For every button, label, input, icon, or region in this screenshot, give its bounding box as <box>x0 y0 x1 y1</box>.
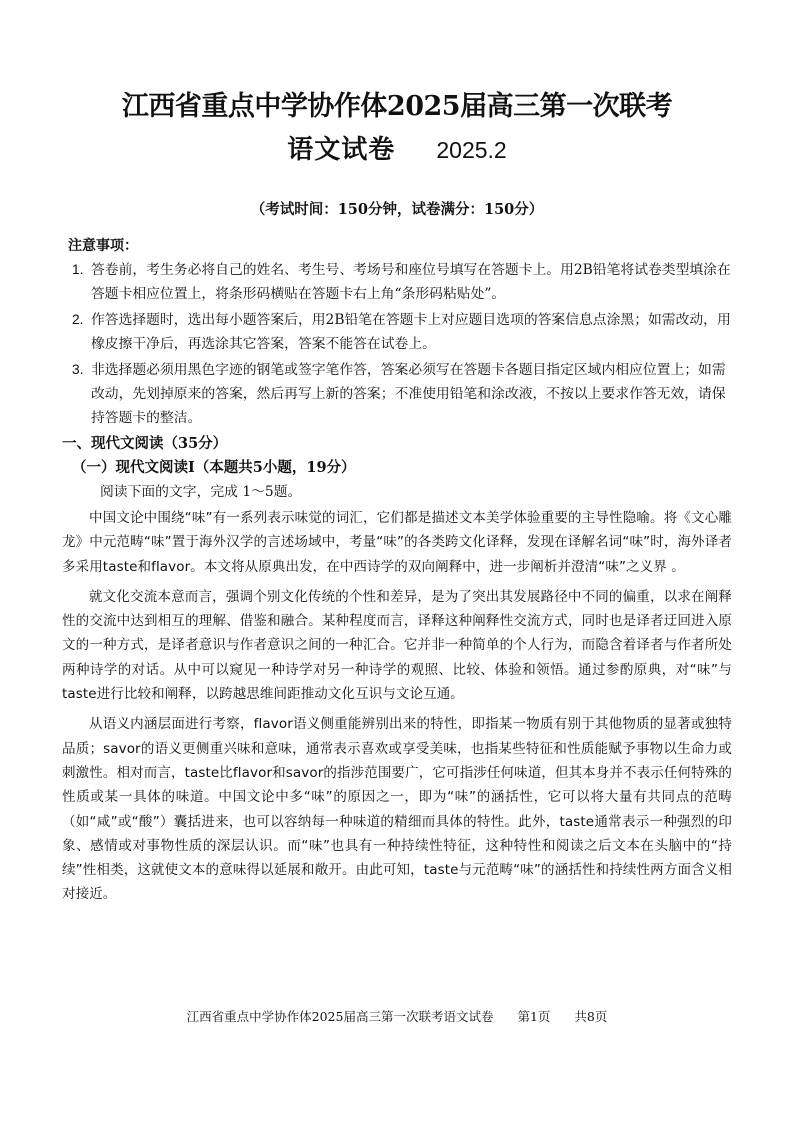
footer-doc-name: 江西省重点中学协作体2025届高三第一次联考语文试卷 <box>186 1009 494 1024</box>
notice-item <box>62 308 732 356</box>
exam-title: 江西省重点中学协作体2025届高三第一次联考 <box>121 91 673 122</box>
reading-instruction: 阅读下面的文字，完成 1～5题。 <box>100 484 302 500</box>
notice-item <box>62 258 732 306</box>
notice-number: 2. <box>72 312 84 327</box>
section-heading: 一、现代文阅读（35分） <box>62 435 228 452</box>
passage-paragraph: 中国文论中围绕“味”有一系列表示味觉的词汇，它们都是描述文本美学体验重要的主导性隐喻。将《文心雕龙》中元范畴“味”置于海外汉学的言述场域中，考量“味”的各类跨文化译释，发现在译解名词“味”时，海外译者多采用taste和flavor。本文将从原典出发，在中西诗学的双向阐释中，进一步阐析并澄清“味”之义界 。 <box>62 510 732 575</box>
passage-paragraph: 从语义内涵层面进行考察，flavor语义侧重能辨别出来的特性，即指某一物质有别于其他物质的显著或独特品质；savor的语义更侧重兴味和意味，通常表示喜欢或享受美味，也指某些特征和性质能赋予事物以生命力或刺激性。相对而言，taste比flavor和savor的指涉范围要广，它可指涉任何味道，但其本身并不表示任何特殊的性质或某一具体的味道。中国文论中多“味”的原因之一，即为“味”的涵括性，它可以将大量有共同点的范畴（如“咸”或“酸”）囊括进来，也可以容纳每一种味道的精细而具体的特性。此外，taste通常表示一种强烈的印象、感情或对事物性质的深层认识。而“味”也具有一种持续性特征，这种特性和阅读之后文本在头脑中的“持续”性相类，这就使文本的意味得以延展和敞开。由此可知，taste与元范畴“味”的涵括性和持续性两方面含义相对接近。 <box>62 716 732 903</box>
reading-passage <box>62 506 732 907</box>
notice-heading: 注意事项： <box>68 238 138 254</box>
footer-total-pages: 共8页 <box>574 1009 608 1024</box>
notice-number: 1. <box>72 262 84 277</box>
notice-number: 3. <box>72 362 84 377</box>
exam-info: （考试时间：150分钟，试卷满分：150分） <box>250 201 544 218</box>
passage-paragraph: 就文化交流本意而言，强调个别文化传统的个性和差异，是为了突出其发展路径中不同的偏重，以求在阐释性的交流中达到相互的理解、借鉴和融合。某种程度而言，译释这种阐释性交流方式，同时也是译者迂回进入原文的一种方式，是译者意识与作者意识之间的一种汇合。它并非一种简单的个人行为，而隐含着译者与作者所处两种诗学的对话。从中可以窥见一种诗学对另一种诗学的观照、比较、体验和领悟。通过参酌原典，对“味”与taste进行比较和阐释，以跨越思维间距推动文化互识与文论互通。 <box>62 588 732 703</box>
notice-list <box>62 258 732 430</box>
notice-text: 答卷前，考生务必将自己的姓名、考生号、考场号和座位号填写在答题卡上。用2B铅笔将试卷类型填涂在答题卡相应位置上，将条形码横贴在答题卡右上角“条形码粘贴处”。 <box>91 262 731 302</box>
subsection-heading: （一）现代文阅读Ⅰ（本题共5小题，19分） <box>72 459 356 476</box>
exam-date: 2025.2 <box>436 137 507 163</box>
notice-text: 非选择题必须用黑色字迹的钢笔或签字笔作答，答案必须写在答题卡各题目指定区域内相应位置上；如需改动，先划掉原来的答案，然后再写上新的答案；不准使用铅笔和涂改液，不按以上要求作答无效，请保持答题卡的整洁。 <box>91 362 726 426</box>
notice-item <box>62 358 732 430</box>
footer-page-number: 第1页 <box>517 1009 551 1024</box>
subject-title: 语文试卷 <box>287 135 396 165</box>
page-footer <box>0 1007 794 1025</box>
notice-text: 作答选择题时，选出每小题答案后，用2B铅笔在答题卡上对应题目选项的答案信息点涂黑；如需改动，用橡皮擦干净后，再选涂其它答案，答案不能答在试卷上。 <box>91 312 731 352</box>
subtitle-row <box>62 130 732 170</box>
